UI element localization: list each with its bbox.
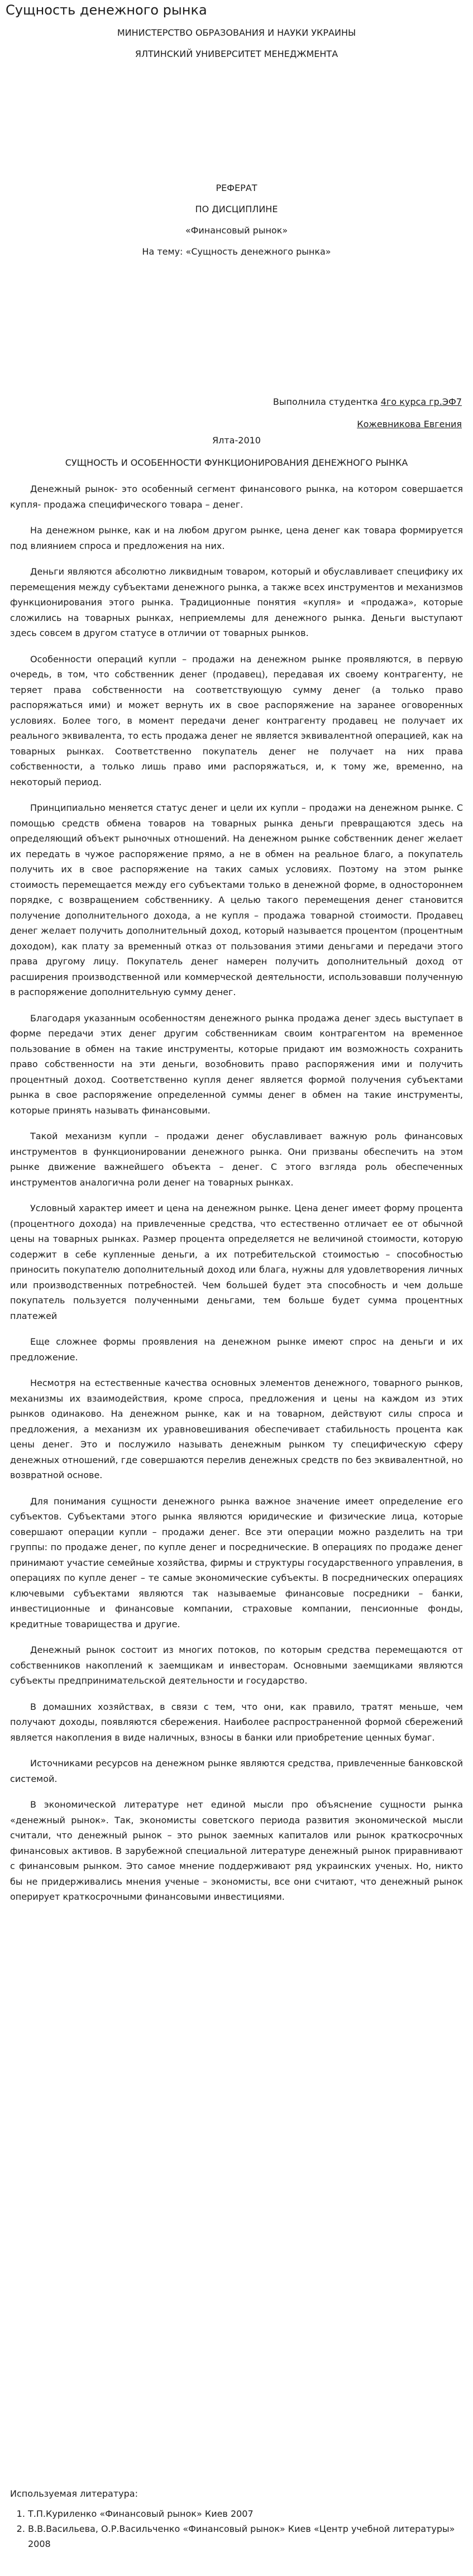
paragraph: Особенности операций купли – продажи на денежном рынке проявляются, в первую очередь, в том, что собственник денег (продавец), передавая их своему контрагенту, не теряет права собственности на соответствующую сумму денег (а только право распоряжаться ими) и может вернуть их в свое распоряжение на заранее оговоренных условиях. Более того, в момент передачи денег контрагенту продавец не получает их реального эквивалента, то есть продажа денег не является эквивалентной операцией, как на товарных рынках. Соответственно покупатель денег не получает на них права собственности, а только лишь право ими распоряжаться, и, к тому же, временно, на некоторый период.	[10, 653, 463, 787]
references-list	[10, 2506, 463, 2551]
referat-heading: РЕФЕРАТ	[216, 183, 257, 193]
author-block	[273, 391, 462, 436]
references-section	[10, 2486, 463, 2551]
paragraph: Благодаря указанным особенностям денежного рынка продажа денег здесь выступает в форме передачи этих денег другим собственникам своим контрагентом на временное пользование в обмен на такие инструменты, которые придают им возможность сохранить право собственности на эти деньги, возобновить право распоряжения ими и получить процентный доход. Соответственно купля денег является формой получения субъектами рынка в свое распоряжение определенной суммы денег в обмен на такие инструменты, которые принять называть финансовыми.	[10, 1012, 463, 1116]
reference-item: 1. Т.П.Куриленко «Финансовый рынок» Киев 2007	[28, 2506, 463, 2521]
paragraph: Еще сложнее формы проявления на денежном рынке имеют спрос на деньги и их предложение.	[10, 1336, 463, 1363]
paragraph: Денежный рынок- это особенный сегмент финансового рынка, на котором совершается купля- продажа специфического товара – денег.	[10, 484, 463, 510]
referat-block	[0, 178, 473, 262]
title-page-header	[0, 22, 473, 65]
paragraph: На денежном рынке, как и на любом другом рынке, цена денег как товара формируется под влиянием спроса и предложения на них.	[10, 525, 463, 551]
paragraph: Для понимания сущности денежного рынка важное значение имеет определение его субъектов. Субъектами этого рынка являются юридические и физические лица, которые совершают операции купли – продажи денег. Все эти операции можно разделить на три группы: по продаже денег, по купле денег и посреднические. В операциях по продаже денег принимают участие семейные хозяйства, фирмы и структуры государственного управления, в операциях по купле денег – те самые экономические субъекты. В посреднических операциях ключевыми субъектами являются так называемые финансовые посредники – банки, инвестиционные и финансовые компании, страховые компании, пенсионные фонды, кредитные товарищества и другие.	[10, 1495, 463, 1629]
author-prefix: Выполнила студентка	[273, 396, 381, 407]
paragraph: Денежный рынок состоит из многих потоков, по которым средства перемещаются от собственников накоплений к заемщикам и инвесторам. Основными заемщиками являются субъекты предпринимательской деятельности и государство.	[10, 1645, 463, 1686]
paragraph: Деньги являются абсолютно ликвидным товаром, который и обуславливает специфику их перемещения между субъектами денежного рынка, а также всех инструментов и механизмов функционирования этого рынка. Традиционные понятия «купля» и «продажа», которые сложились на товарных рынках, неприемлемы для денежного рынка. Деньги выступают здесь совсем в другом статусе в отличии от товарных рынков.	[10, 566, 463, 638]
reference-item: 2. В.В.Васильева, О.Р.Васильченко «Финансовый рынок» Киев «Центр учебной литературы» 2008	[28, 2521, 463, 2551]
ministry-name: МИНИСТЕРСТВО ОБРАЗОВАНИЯ И НАУКИ УКРАИНЫ	[117, 27, 356, 38]
references-title: Используемая литература:	[10, 2488, 138, 2499]
paragraph: В экономической литературе нет единой мысли про объяснение сущности рынка «денежный рынок». Так, экономисты советского периода развития экономической мысли считали, что денежный рынок – это рынок заемных капиталов или рынок краткосрочных финансовых активов. В зарубежной специальной литературе денежный рынок приравнивают с финансовым рынком. Это самое мнение поддерживают ряд украинских ученых. Но, никто бы не придерживались мнения ученые – экономисты, все они считают, что денежный рынок оперирует краткосрочными финансовыми инвестициями.	[10, 1799, 463, 1902]
city-year: Ялта-2010	[212, 435, 261, 446]
paragraph: Несмотря на естественные качества основных элементов денежного, товарного рынков, механизмы их взаимодействия, кроме спроса, предложения и цены на каждом из этих рынков одинаково. На денежном рынке, как и на товарном, действуют силы спроса и предложения, а механизм их уравновешивания обеспечивает стабильность процента как цены денег. Это и послужило называть денежным рынком ту специфическую сферу денежных отношений, где совершаются перелив денежных средств по без эквивалентной, но возвратной основе.	[10, 1378, 463, 1480]
university-name: ЯЛТИНСКИЙ УНИВЕРСИТЕТ МЕНЕДЖМЕНТА	[135, 49, 338, 59]
paragraph: Условный характер имеет и цена на денежном рынке. Цена денег имеет форму процента (процентного дохода) на привлеченные средства, что естественно отличает ее от обычной цены на товарных рынках. Размер процента определяется не величиной стоимости, которую содержит в себе купленные деньги, а их потребительской стоимостью – способностью приносить покупателю дополнительный доход или блага, нужны для удовлетворения личных или производственных потребностей. Чем большей будет эта способность и чем дольше покупатель пользуется полученными деньгами, тем больше будет сумма процентных платежей	[10, 1203, 463, 1321]
paragraph: Источниками ресурсов на денежном рынке являются средства, привлеченные банковской системой.	[10, 1758, 463, 1784]
paragraph: В домашних хозяйствах, в связи с тем, что они, как правило, тратят меньше, чем получают доходы, появляются сбережения. Наиболее распространенной формой сбережений является накопления в виде наличных, взносы в банки или приобретение ценных бумаг.	[10, 1701, 463, 1743]
topic-line: На тему: «Сущность денежного рынка»	[142, 246, 331, 257]
paragraph: Такой механизм купли – продажи денег обуславливает важную роль финансовых инструментов в функционировании денежного рынка. Они призваны обеспечить на этом рынке движение важнейшего объекта – денег. С этого взгляда роль обеспеченных инструментов аналогична роли денег на товарных рынках.	[10, 1131, 463, 1188]
author-name: Кожевникова Евгения	[357, 419, 462, 429]
document-title: Сущность денежного рынка	[6, 2, 207, 18]
paragraph: Принципиально меняется статус денег и цели их купли – продажи на денежном рынке. С помощью средств обмена товаров на товарных рынка деньги превращаются здесь на определяющий объект рыночных отношений. На денежном рынке собственник денег желает их передать в чужое распоряжение прямо, а не в обмен на реальное благо, а покупатель получить их в свое распоряжение на таких самых условиях. Поэтому на этом рынке стоимость перемещается между его субъектами только в денежной форме, в одностороннем порядке, с возвращением собственнику. А целью такого перемещения денег становится получение дополнительного дохода, а не купля – продажа товарной стоимости. Продавец денег желает получить дополнительный доход, который называется процентом (процентным доходом), как плату за временный отказ от пользования этими деньгами и передачи этого права другому лицу. Покупатель денег намерен получить дополнительный доход от расширения производственной или коммерческой деятельности, использовавши полученную в распоряжение дополнительную сумму денег.	[10, 802, 463, 997]
discipline-name: «Финансовый рынок»	[185, 225, 288, 236]
author-line	[273, 391, 462, 413]
body-text	[10, 481, 463, 1915]
section-title: СУЩНОСТЬ И ОСОБЕННОСТИ ФУНКЦИОНИРОВАНИЯ ДЕНЕЖНОГО РЫНКА	[65, 457, 408, 468]
author-group: 4го курса гр.ЭФ7	[380, 396, 462, 407]
discipline-label: ПО ДИСЦИПЛИНЕ	[195, 204, 278, 214]
